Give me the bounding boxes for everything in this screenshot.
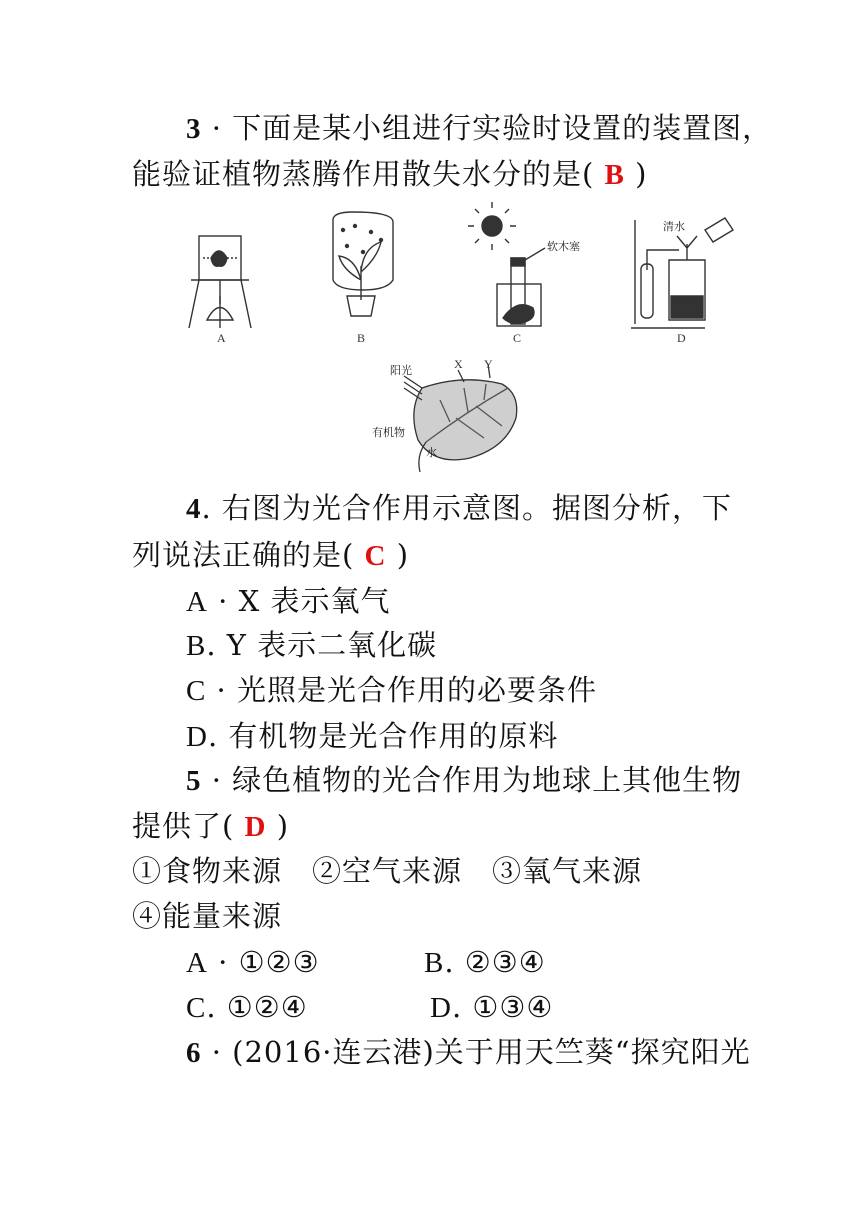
q4-option-c: C · 光照是光合作用的必要条件 <box>186 673 598 707</box>
y-label: Y <box>484 357 493 371</box>
q4-close: ) <box>396 538 410 572</box>
q4-line-2 <box>132 538 410 572</box>
q5-close: ) <box>276 809 290 843</box>
q5-choice-b: B. ②③④ <box>424 945 546 979</box>
q5-answer: D <box>244 811 267 843</box>
q5-choice-c: C. ①②④ <box>186 990 308 1024</box>
q3-separator: · <box>201 111 233 145</box>
q4-line-1 <box>186 491 732 525</box>
q5-items-1: ①食物来源 ②空气来源 ③氧气来源 <box>132 854 643 888</box>
water-label: 水 <box>426 446 437 459</box>
q4-stem-2: 列说法正确的是( <box>132 538 355 572</box>
q4-option-a: A · X 表示氧气 <box>186 584 391 618</box>
q3-close: ) <box>635 157 648 191</box>
q5-line-2 <box>132 809 290 843</box>
label-b: B <box>357 331 366 345</box>
apparatus-c <box>468 202 580 345</box>
apparatus-d <box>631 218 733 345</box>
label-a: A <box>217 331 226 345</box>
q3-number: 3 <box>186 113 202 145</box>
q3-line-2 <box>132 157 648 191</box>
clear-water-label: 清水 <box>663 220 685 233</box>
q6-number: 6 <box>186 1037 202 1069</box>
q5-line-1 <box>186 763 743 797</box>
q6-line-1 <box>186 1035 751 1069</box>
q5-separator: · <box>201 763 233 797</box>
q6-separator: · <box>201 1035 233 1069</box>
q4-separator: . <box>201 491 222 525</box>
sunlight-label: 阳光 <box>390 364 412 377</box>
q6-stem-1: (2016·连云港)关于用天竺葵“探究阳光 <box>232 1035 751 1069</box>
q5-choice-a: A · ①②③ <box>186 945 320 979</box>
x-label: X <box>454 357 463 371</box>
organic-label: 有机物 <box>372 426 405 439</box>
apparatus-figure <box>185 200 745 350</box>
apparatus-a <box>189 236 251 345</box>
leaf-diagram <box>364 352 534 472</box>
q3-stem-2: 能验证植物蒸腾作用散失水分的是( <box>132 157 595 191</box>
q5-stem-1: 绿色植物的光合作用为地球上其他生物 <box>232 763 743 797</box>
q4-answer: C <box>364 540 387 572</box>
q4-stem-1: 右图为光合作用示意图。据图分析，下 <box>221 491 732 525</box>
q5-items-2: ④能量来源 <box>132 899 283 933</box>
q3-line-1 <box>186 111 773 145</box>
q3-answer: B <box>604 159 625 191</box>
q5-number: 5 <box>186 765 202 797</box>
label-d: D <box>677 331 686 345</box>
q4-option-d: D. 有机物是光合作用的原料 <box>186 719 559 753</box>
q4-number: 4 <box>186 493 202 525</box>
q4-option-b: B. Y 表示二氧化碳 <box>186 628 438 662</box>
q3-stem-1: 下面是某小组进行实验时设置的装置图， <box>232 111 773 145</box>
label-c: C <box>513 331 522 345</box>
q5-stem-2: 提供了( <box>132 809 235 843</box>
q5-choice-d: D. ①③④ <box>430 990 554 1024</box>
apparatus-b <box>333 212 393 345</box>
cork-label: 软木塞 <box>547 240 580 253</box>
